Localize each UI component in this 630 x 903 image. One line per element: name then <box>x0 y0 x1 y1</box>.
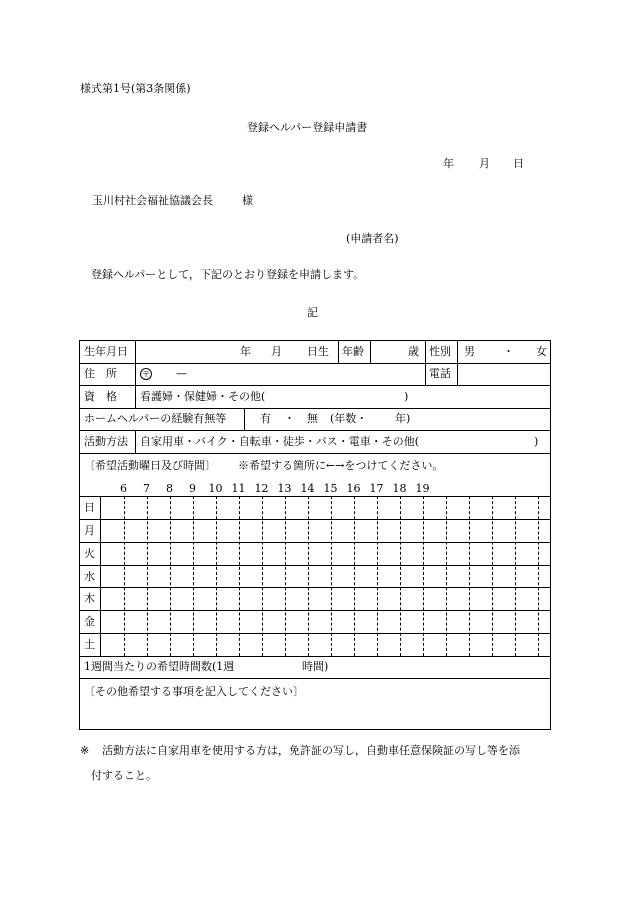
form-number: 様式第1号(第3条関係) <box>80 82 191 95</box>
hour-label: 9 <box>189 482 196 495</box>
hour-label: 11 <box>231 482 246 495</box>
postal-dash: — <box>176 367 187 380</box>
footnote-mark: ※ <box>80 744 90 757</box>
birth-year-label: 年 <box>240 345 251 358</box>
hour-label: 13 <box>277 482 292 495</box>
applicant-name-label: (申請者名) <box>346 232 399 245</box>
experience-label: ホームヘルパーの経験有無等 <box>84 412 227 425</box>
grid-hour-line <box>354 496 355 656</box>
postal-mark-icon: 〒 <box>142 370 150 379</box>
birth-date-label: 生年月日 <box>84 345 128 358</box>
sex-male-option[interactable]: 男 <box>464 345 475 358</box>
hour-label: 18 <box>392 482 407 495</box>
date-day-label: 日 <box>513 157 524 170</box>
age-label: 年齢 <box>342 345 364 358</box>
date-year-label: 年 <box>443 157 454 170</box>
grid-hour-line <box>170 496 171 656</box>
phone-label: 電話 <box>429 367 451 380</box>
address-label: 住 所 <box>84 367 117 380</box>
grid-hour-line <box>400 496 401 656</box>
grid-hour-line <box>423 496 424 656</box>
day-label: 水 <box>84 570 95 583</box>
grid-hour-line <box>538 496 539 656</box>
grid-hour-line <box>469 496 470 656</box>
sex-separator: ・ <box>503 345 514 358</box>
grid-hour-line <box>193 496 194 656</box>
hour-label: 19 <box>415 482 430 495</box>
other-requests-label: 〔その他希望する事項を記入してください〕 <box>84 685 304 698</box>
day-label: 火 <box>84 547 95 560</box>
experience-year-unit: 年) <box>395 412 411 425</box>
qualification-close: ) <box>404 390 409 403</box>
ki-label: 記 <box>307 306 318 319</box>
qualification-options: 看護婦・保健婦・その他( <box>140 390 266 403</box>
grid-hour-line <box>515 496 516 656</box>
sex-female-option[interactable]: 女 <box>536 345 547 358</box>
hour-label: 17 <box>369 482 384 495</box>
hour-label: 14 <box>300 482 315 495</box>
day-label: 月 <box>84 524 95 537</box>
application-statement: 登録ヘルパーとして，下記のとおり登録を申請します。 <box>91 268 365 281</box>
hour-label: 10 <box>208 482 223 495</box>
qualification-label: 資 格 <box>84 390 117 403</box>
birth-day-label: 日生 <box>307 345 329 358</box>
experience-yes-option[interactable]: 有 <box>260 412 271 425</box>
grid-hour-line <box>216 496 217 656</box>
weekly-hours-label: 1週間当たりの希望時間数(1週 <box>84 660 235 673</box>
day-label: 金 <box>84 615 95 628</box>
honorific: 様 <box>242 194 253 207</box>
hour-label: 8 <box>166 482 173 495</box>
hour-label: 6 <box>120 482 127 495</box>
grid-hour-line <box>124 496 125 656</box>
weekly-hours-unit: 時間) <box>302 660 329 673</box>
experience-no-option[interactable]: 無 <box>307 412 318 425</box>
grid-hour-line <box>492 496 493 656</box>
hour-label: 16 <box>346 482 361 495</box>
hour-label: 15 <box>323 482 338 495</box>
addressee: 玉川村社会福祉協議会長 <box>92 194 213 207</box>
form-title: 登録ヘルパー登録申請書 <box>247 121 368 134</box>
application-form-table <box>79 340 551 730</box>
birth-month-label: 月 <box>271 345 282 358</box>
method-label: 活動方法 <box>84 435 128 448</box>
grid-hour-line <box>308 496 309 656</box>
date-month-label: 月 <box>479 157 490 170</box>
schedule-title: 〔希望活動曜日及び時間〕 <box>84 459 216 472</box>
hour-label: 7 <box>143 482 150 495</box>
hour-label: 12 <box>254 482 269 495</box>
method-close: ) <box>534 435 539 448</box>
grid-hour-line <box>377 496 378 656</box>
day-label: 木 <box>84 592 95 605</box>
method-options: 自家用車・バイク・自転車・徒歩・バス・電車・その他( <box>140 435 420 448</box>
experience-separator: ・ <box>284 412 295 425</box>
grid-hour-line <box>262 496 263 656</box>
grid-hour-line <box>331 496 332 656</box>
experience-years-label: (年数・ <box>330 412 368 425</box>
grid-hour-line <box>446 496 447 656</box>
day-label: 土 <box>84 638 95 651</box>
sex-label: 性別 <box>429 345 451 358</box>
schedule-note: ※希望する箇所に←→をつけてください。 <box>238 459 444 472</box>
grid-hour-line <box>285 496 286 656</box>
age-unit: 歳 <box>408 345 419 358</box>
grid-hour-line <box>147 496 148 656</box>
day-label: 日 <box>84 501 95 514</box>
footnote-line-2: 付すること。 <box>91 769 157 782</box>
footnote-line-1: 活動方法に自家用車を使用する方は，免許証の写し，自動車任意保険証の写し等を添 <box>102 744 520 757</box>
grid-hour-line <box>239 496 240 656</box>
